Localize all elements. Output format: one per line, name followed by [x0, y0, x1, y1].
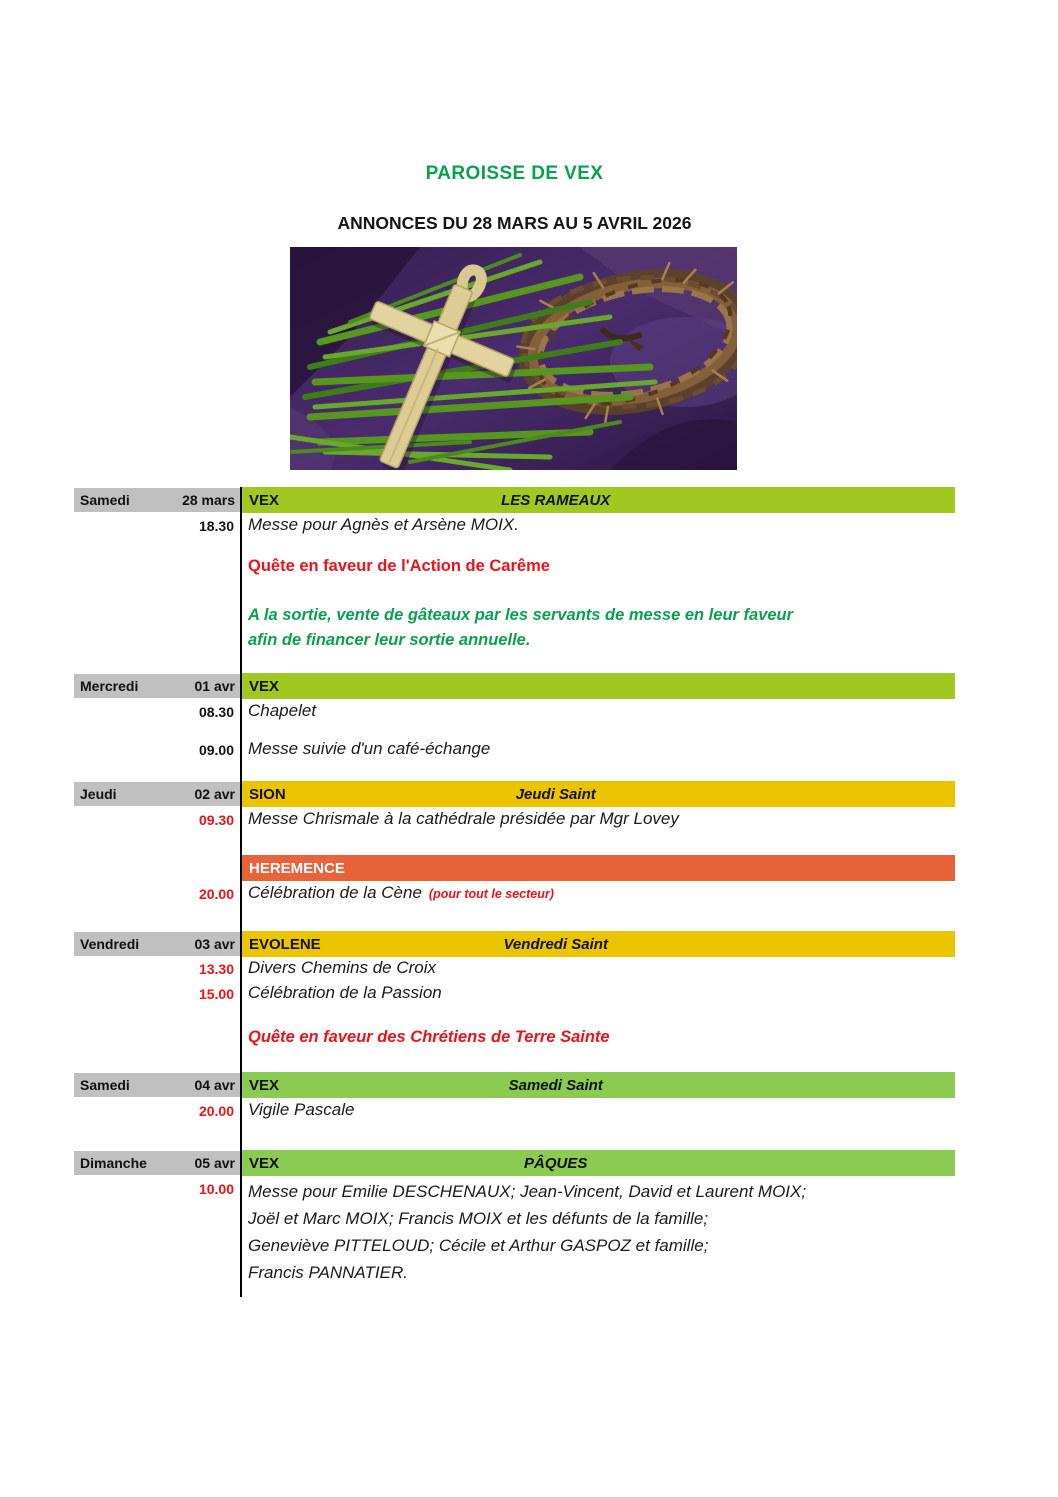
venue-label: SION: [249, 785, 286, 803]
page-title: PAROISSE DE VEX: [425, 163, 604, 184]
time-label: 09.00: [198, 742, 234, 758]
time-label: 20.00: [198, 886, 234, 902]
time-label: 09.30: [198, 812, 234, 828]
time-label: 08.30: [198, 704, 234, 720]
section-header-row: [74, 1072, 955, 1098]
day-label: Jeudi: [80, 786, 117, 802]
day-date-cell: [74, 932, 240, 956]
venue-label: HEREMENCE: [249, 859, 345, 877]
schedule-table: [74, 487, 955, 1299]
info-note-line: afin de financer leur sortie annuelle.: [248, 631, 531, 649]
venue-bar: [242, 1150, 955, 1176]
day-label: Samedi: [80, 492, 130, 508]
venue-label: VEX: [249, 1154, 280, 1172]
event-text-main: Célébration de la Cène: [248, 883, 422, 902]
venue-label: VEX: [249, 677, 280, 695]
day-date-cell: [74, 1073, 240, 1097]
venue-label: EVOLENE: [249, 935, 321, 953]
venue-bar: [242, 781, 955, 807]
event-row: [74, 1178, 955, 1288]
venue-bar: [242, 487, 955, 513]
day-label: Mercredi: [80, 678, 139, 694]
page-subtitle: ANNONCES DU 28 MARS AU 5 AVRIL 2026: [337, 213, 692, 233]
feast-label: PÂQUES: [524, 1154, 588, 1172]
event-row: [74, 515, 955, 541]
event-row: [74, 958, 955, 984]
event-text-line: Messe pour Emilie DESCHENAUX; Jean-Vincent, David et Laurent MOIX;: [248, 1182, 807, 1201]
event-row: [74, 809, 955, 835]
collection-note: Quête en faveur des Chrétiens de Terre Sainte: [248, 1028, 610, 1046]
day-date-cell: [74, 674, 240, 698]
section-header-row: [74, 855, 955, 881]
day-label: Dimanche: [80, 1155, 147, 1171]
event-text: Messe pour Agnès et Arsène MOIX.: [248, 515, 519, 534]
date-label: 05 avr: [194, 1155, 235, 1171]
day-label: Samedi: [80, 1077, 130, 1093]
venue-bar: [242, 931, 955, 957]
date-label: 04 avr: [194, 1077, 235, 1093]
venue-bar: [242, 673, 955, 699]
venue-bar: [242, 1072, 955, 1098]
hero-image: [290, 247, 737, 470]
event-text-multiline: [248, 1178, 955, 1286]
event-row: [74, 883, 955, 909]
day-date-cell: [74, 782, 240, 806]
event-text: Messe Chrismale à la cathédrale présidée par Mgr Lovey: [248, 809, 679, 828]
feast-label: LES RAMEAUX: [501, 491, 611, 509]
day-label: Vendredi: [80, 936, 140, 952]
date-label: 02 avr: [194, 786, 235, 802]
collection-note: Quête en faveur de l'Action de Carême: [248, 557, 550, 575]
event-text: Chapelet: [248, 701, 317, 720]
section-header-row: [74, 487, 955, 513]
info-note: [248, 603, 955, 653]
event-text: Célébration de la Passion: [248, 983, 442, 1002]
venue-label: VEX: [249, 491, 280, 509]
time-label: 10.00: [198, 1181, 234, 1197]
feast-label: Samedi Saint: [508, 1076, 603, 1094]
event-text-line: Joël et Marc MOIX; Francis MOIX et les défunts de la famille;: [248, 1209, 709, 1228]
event-row: [74, 1100, 955, 1126]
date-label: 03 avr: [194, 936, 235, 952]
time-label: 13.30: [198, 961, 234, 977]
time-label: 20.00: [198, 1103, 234, 1119]
note-row: [74, 603, 955, 655]
feast-label: Jeudi Saint: [515, 785, 596, 803]
section-header-row: [74, 931, 955, 957]
date-label: 28 mars: [182, 492, 235, 508]
event-row: [74, 739, 955, 765]
event-text-line: Francis PANNATIER.: [248, 1263, 408, 1282]
palm-cross-crown-photo: [290, 247, 737, 470]
section-header-row: [74, 1150, 955, 1176]
feast-label: Vendredi Saint: [503, 935, 608, 953]
section-header-row: [74, 781, 955, 807]
note-row: [74, 1028, 955, 1054]
time-label: 18.30: [198, 518, 234, 534]
info-note-line: A la sortie, vente de gâteaux par les servants de messe en leur faveur: [248, 606, 794, 624]
event-row: [74, 983, 955, 1009]
date-label: 01 avr: [194, 678, 235, 694]
event-text: Vigile Pascale: [248, 1100, 355, 1119]
note-row: [74, 557, 955, 583]
section-header-row: [74, 673, 955, 699]
event-row: [74, 701, 955, 727]
event-text: Messe suivie d'un café-échange: [248, 739, 491, 758]
event-text: [248, 883, 955, 903]
venue-bar: [242, 855, 955, 881]
time-label: 15.00: [198, 986, 234, 1002]
venue-label: VEX: [249, 1076, 280, 1094]
event-text: Divers Chemins de Croix: [248, 958, 436, 977]
day-date-cell: [74, 1151, 240, 1175]
event-text-suffix: (pour tout le secteur): [428, 887, 554, 901]
day-date-cell: [74, 488, 240, 512]
event-text-line: Geneviève PITTELOUD; Cécile et Arthur GASPOZ et famille;: [248, 1236, 709, 1255]
